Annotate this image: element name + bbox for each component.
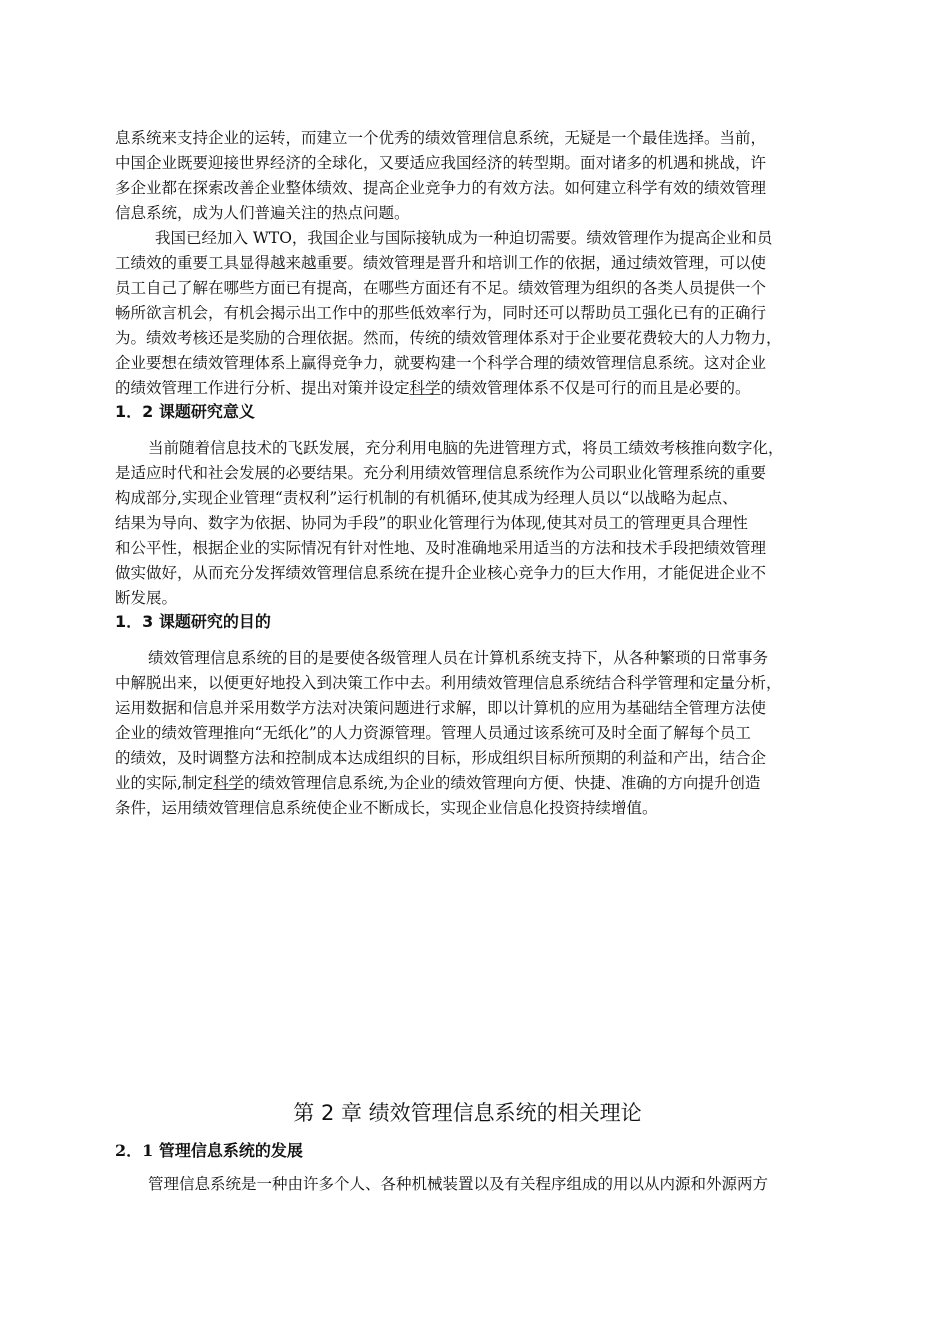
s12-line-7: 断发展。 bbox=[115, 589, 178, 607]
s12-line-6: 做实做好，从而充分发挥绩效管理信息系统在提升企业核心竞争力的巨大作用，才能促进企业不 bbox=[115, 564, 767, 582]
s13-line-6-pre: 业的实际,制定 bbox=[115, 774, 213, 792]
para2-line-7-pre: 的绩效管理工作进行分析、提出对策并设定 bbox=[115, 379, 410, 397]
para2-line-1: 我国已经加入 WTO，我国企业与国际接轨成为一种迫切需要。绩效管理作为提高企业和员 bbox=[155, 229, 773, 247]
s13-line-1: 绩效管理信息系统的目的是要使各级管理人员在计算机系统支持下，从各种繁琐的日常事务 bbox=[148, 649, 769, 667]
para2-line-5: 为。绩效考核还是奖励的合理依据。然而，传统的绩效管理体系对于企业要花费较大的人力物力， bbox=[115, 329, 782, 347]
s12-line-5: 和公平性，根据企业的实际情况有针对性地、及时准确地采用适当的方法和技术手段把绩效管理 bbox=[115, 539, 767, 557]
s13-line-5: 的绩效，及时调整方法和控制成本达成组织的目标，形成组织目标所预期的利益和产出，结合企 bbox=[115, 749, 767, 767]
para2-line-7-post: 的绩效管理体系不仅是可行的而且是必要的。 bbox=[440, 379, 751, 397]
para2-line-4: 畅所欲言机会，有机会揭示出工作中的那些低效率行为，同时还可以帮助员工强化已有的正确行 bbox=[115, 304, 767, 322]
para2-line-2: 工绩效的重要工具显得越来越重要。绩效管理是晋升和培训工作的依据，通过绩效管理，可以使 bbox=[115, 254, 767, 272]
para1-line-2: 中国企业既要迎接世界经济的全球化，又要适应我国经济的转型期。面对诸多的机遇和挑战，许 bbox=[115, 154, 767, 172]
science-link-2[interactable]: 科学 bbox=[212, 774, 244, 792]
s12-line-3: 构成部分,实现企业管理“责权利”运行机制的有机循环,使其成为经理人员以“以战略为起点、 bbox=[115, 489, 738, 507]
s12-line-4: 结果为导向、数字为依据、协同为手段”的职业化管理行为体现,使其对员工的管理更具合理性 bbox=[115, 514, 748, 532]
para1-line-1: 息系统来支持企业的运转，而建立一个优秀的绩效管理信息系统，无疑是一个最佳选择。当前， bbox=[115, 129, 767, 147]
para2-line-3: 员工自己了解在哪些方面已有提高，在哪些方面还有不足。绩效管理为组织的各类人员提供一个 bbox=[115, 279, 767, 297]
para2-line-6: 企业要想在绩效管理体系上赢得竞争力，就要构建一个科学合理的绩效管理信息系统。这对企业 bbox=[115, 354, 767, 372]
s12-line-1: 当前随着信息技术的飞跃发展，充分利用电脑的先进管理方式，将员工绩效考核推向数字化， bbox=[148, 439, 784, 457]
chapter-2-title: 第 2 章 绩效管理信息系统的相关理论 bbox=[293, 1101, 642, 1125]
para1-line-4: 信息系统，成为人们普遍关注的热点问题。 bbox=[115, 204, 410, 222]
s13-line-2: 中解脱出来，以便更好地投入到决策工作中去。利用绩效管理信息系统结合科学管理和定量分析， bbox=[115, 674, 782, 692]
s12-line-2: 是适应时代和社会发展的必要结果。充分利用绩效管理信息系统作为公司职业化管理系统的重要 bbox=[115, 464, 767, 482]
section-1-3-heading: 1．3 课题研究的目的 bbox=[115, 612, 271, 631]
science-link[interactable]: 科学 bbox=[409, 379, 441, 397]
s13-line-4: 企业的绩效管理推向“无纸化”的人力资源管理。管理人员通过该系统可及时全面了解每个员工 bbox=[115, 724, 751, 742]
section-2-1-heading: 2．1 管理信息系统的发展 bbox=[115, 1141, 303, 1160]
para1-line-3: 多企业都在探索改善企业整体绩效、提高企业竞争力的有效方法。如何建立科学有效的绩效管理 bbox=[115, 179, 767, 197]
section-1-2-heading: 1．2 课题研究意义 bbox=[115, 402, 255, 421]
para2-line-7 bbox=[115, 376, 835, 400]
s13-line-7: 条件，运用绩效管理信息系统使企业不断成长，实现企业信息化投资持续增值。 bbox=[115, 799, 658, 817]
s13-line-3: 运用数据和信息并采用数学方法对决策问题进行求解，即以计算机的应用为基础结全管理方法使 bbox=[115, 699, 767, 717]
s13-line-6-post: 的绩效管理信息系统,为企业的绩效管理向方便、快捷、准确的方向提升创造 bbox=[243, 774, 761, 792]
s13-line-6 bbox=[115, 771, 835, 795]
s21-line-1: 管理信息系统是一种由许多个人、各种机械装置以及有关程序组成的用以从内源和外源两方 bbox=[148, 1175, 769, 1193]
